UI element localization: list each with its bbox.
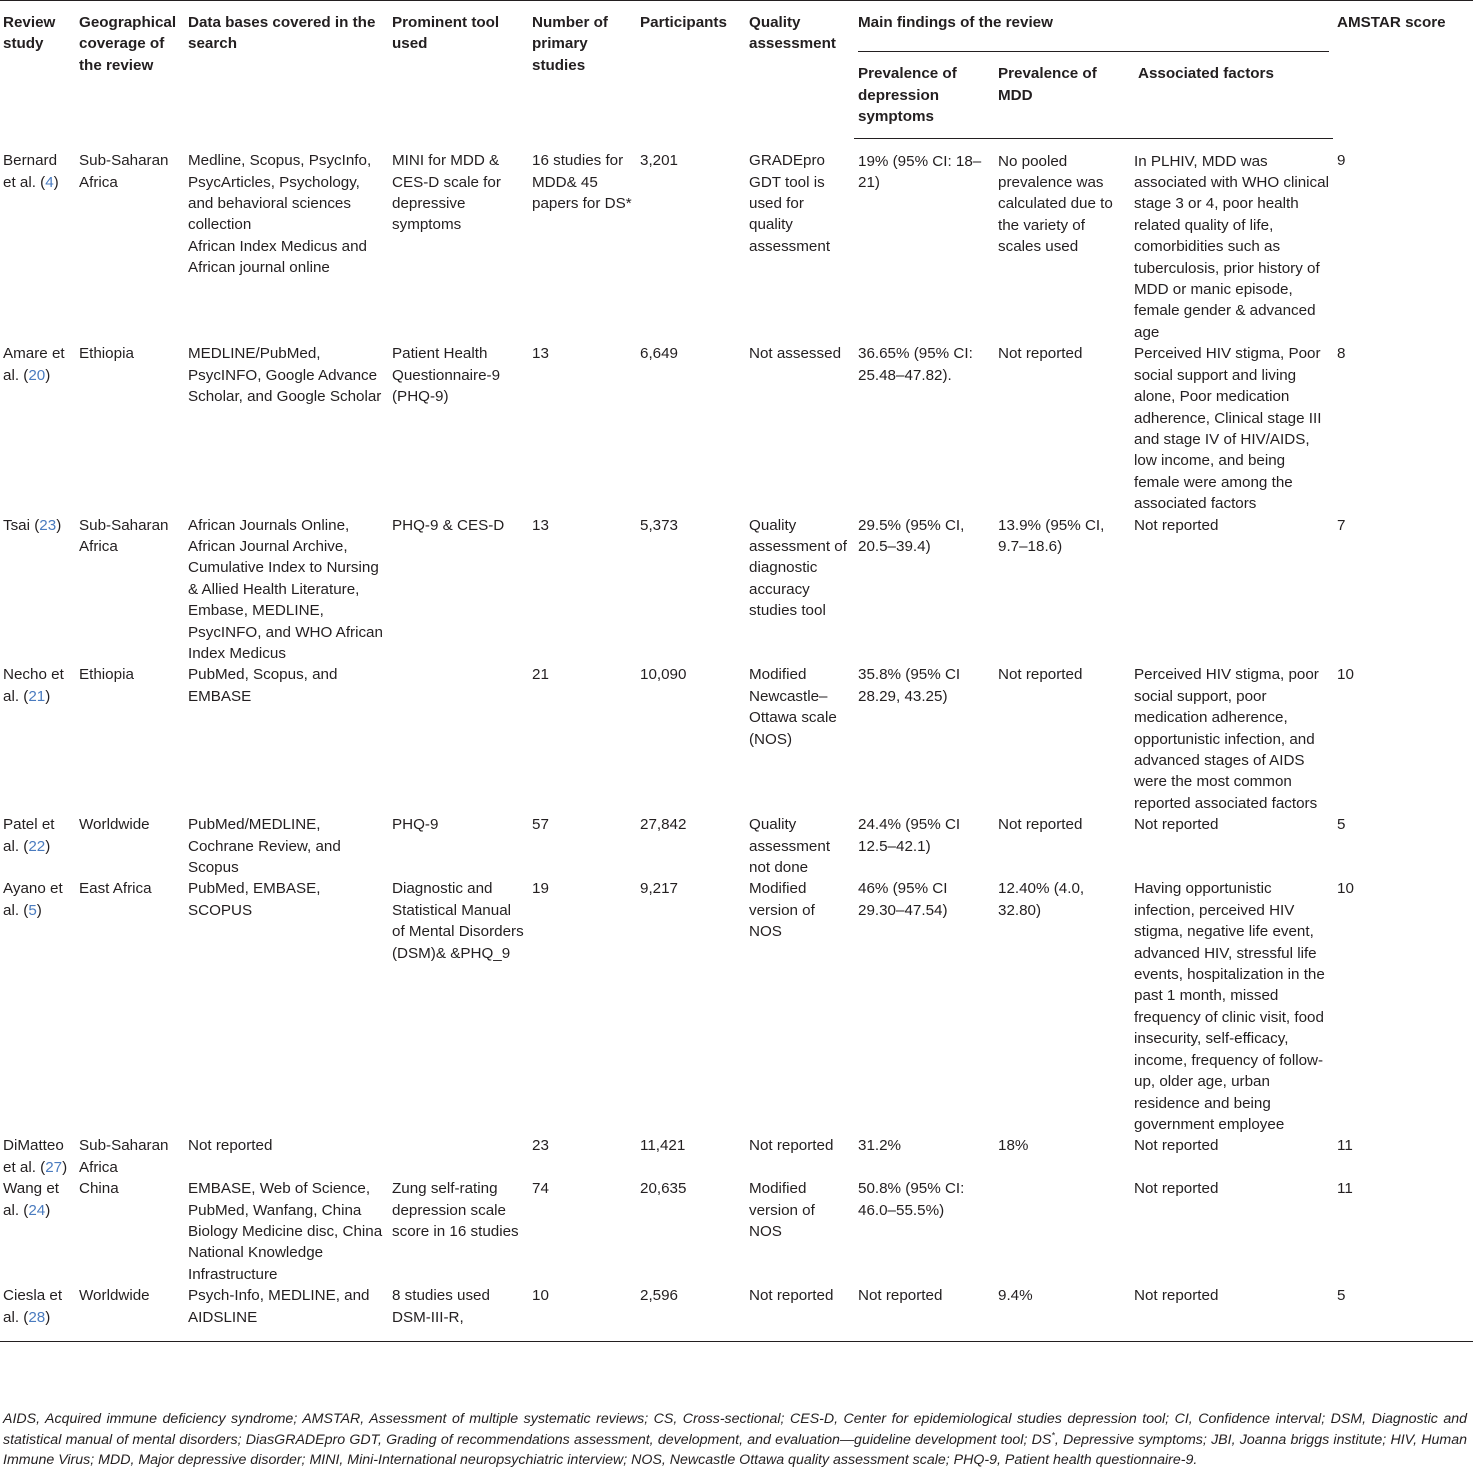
reference-link[interactable]: 22: [28, 837, 46, 855]
cell-geographical-coverage: China: [79, 1180, 119, 1198]
author-name: DiMatteo et al. (: [3, 1137, 64, 1176]
cell-number-primary-studies: 57: [532, 816, 549, 834]
cell-associated-factors: Having opportunistic infection, perceived HIV stigma, negative life event, advanced HIV, stressful life events, hospitalization in the past 1 month, missed frequency of clinic visit, food insecurity, self-efficacy, income, frequency of follow-up, older age, urban residence and being government employee: [1134, 880, 1325, 1133]
table-row: [0, 515, 1473, 665]
header-number-primary-studies: Number of primary studies: [532, 14, 608, 74]
cell-number-primary-studies: 23: [532, 1137, 549, 1155]
cell-participants: 27,842: [640, 816, 687, 834]
cell-amstar-score: 8: [1337, 345, 1346, 363]
cell-participants: 2,596: [636, 1285, 745, 1341]
cell-prominent-tool: MINI for MDD & CES-D scale for depressive symptoms: [392, 152, 501, 234]
cell-quality-assessment: Not assessed: [749, 345, 842, 363]
cell-prevalence-mdd: 12.40% (4.0, 32.80): [998, 880, 1085, 919]
cell-databases: [184, 1135, 388, 1178]
cell-databases: [184, 138, 388, 343]
cell-prominent-tool: [388, 664, 528, 814]
cell-prevalence-depression-symptoms: 19% (95% CI: 18–21): [858, 152, 982, 192]
cell-prevalence-depression-symptoms: Not reported: [854, 1285, 994, 1341]
cell-prominent-tool: Zung self-rating depression scale score in 16 studies: [392, 1180, 519, 1240]
cell-prevalence-depression-symptoms: 35.8% (95% CI 28.29, 43.25): [858, 666, 961, 705]
header-quality-assessment: Quality assessment: [749, 14, 836, 53]
cell-geographical-coverage: Worldwide: [79, 816, 150, 834]
cell-prominent-tool: Patient Health Questionnaire-9 (PHQ-9): [392, 345, 501, 406]
footnote-text-2: , Depressive symptoms; JBI, Joanna briggs institute; HIV, Human Immune Virus; MDD, Major depressive disorder; MINI, Mini-International neuropsychiatric interview; NOS, Newcastle Ottawa quality assessment scale; PHQ-9, Patient health questionnaire-9.: [3, 1431, 1467, 1468]
table-row: [0, 1135, 1473, 1178]
author-name: Necho et al. (: [3, 666, 64, 705]
cell-amstar-score: 7: [1337, 516, 1346, 534]
reference-close: ): [36, 901, 42, 919]
cell-amstar-score: 11: [1337, 1180, 1353, 1198]
cell-prominent-tool: [388, 1135, 528, 1178]
footnote-text-1: AIDS, Acquired immune deficiency syndrome; AMSTAR, Assessment of multiple systematic reviews; CS, Cross-sectional; CES-D, Center for epidemiological studies depression tool; CI, Confidence interval; DSM, Diagnostic and statistical manual of mental disorders; DiasGRADEpro GDT, Grading of recommendations assessment, development, and evaluation—guideline development tool; DS: [3, 1411, 1467, 1448]
cell-amstar-score: 11: [1337, 1137, 1353, 1155]
cell-prominent-tool: Diagnostic and Statistical Manual of Mental Disorders (DSM)& &PHQ_9: [392, 880, 524, 962]
reference-link[interactable]: 21: [28, 687, 46, 705]
cell-participants: 9,217: [640, 880, 679, 898]
header-prominent-tool: Prominent tool used: [392, 14, 500, 53]
cell-amstar-score: 10: [1337, 666, 1354, 684]
cell-associated-factors: Not reported: [1134, 816, 1219, 834]
author-name: Ayano et al. (: [3, 880, 63, 919]
cell-review-study: [0, 138, 75, 343]
cell-prominent-tool: 8 studies used DSM-III-R,: [388, 1285, 528, 1341]
author-name: Bernard et al. (: [3, 152, 58, 191]
databases-text: Not reported: [188, 1137, 273, 1155]
header-main-findings: [854, 1, 1333, 53]
cell-databases: [184, 664, 388, 814]
cell-number-primary-studies: 74: [532, 1180, 549, 1198]
databases-text: MEDLINE/PubMed, PsycINFO, Google Advance Scholar, and Google Scholar: [188, 345, 382, 406]
databases-text: PubMed, EMBASE, SCOPUS: [188, 880, 321, 919]
table-row: [0, 664, 1473, 814]
cell-databases: [184, 1285, 388, 1341]
cell-prevalence-depression-symptoms: 24.4% (95% CI 12.5–42.1): [858, 816, 961, 855]
reference-close: ): [53, 173, 59, 191]
reference-close: ): [45, 1201, 51, 1219]
cell-quality-assessment: Modified version of NOS: [749, 1180, 815, 1240]
cell-number-primary-studies: 13: [532, 345, 549, 363]
cell-quality-assessment: GRADEpro GDT tool is used for quality assessment: [749, 152, 831, 255]
cell-review-study: [0, 515, 75, 665]
cell-number-primary-studies: 10: [528, 1285, 636, 1341]
reference-link[interactable]: 20: [28, 366, 46, 384]
cell-geographical-coverage: Ethiopia: [79, 345, 134, 363]
cell-number-primary-studies: 13: [532, 516, 549, 534]
databases-text: Psych-Info, MEDLINE, and AIDSLINE: [188, 1287, 370, 1326]
cell-prominent-tool: PHQ-9: [392, 816, 439, 834]
cell-participants: 6,649: [640, 345, 679, 363]
cell-quality-assessment: Modified version of NOS: [749, 880, 815, 941]
databases-text: Medline, Scopus, PsycInfo, PsycArticles, Psychology, and behavioral sciences collection: [188, 152, 372, 234]
author-name: Tsai (: [3, 516, 40, 534]
cell-prevalence-mdd: No pooled prevalence was calculated due to the variety of scales used: [998, 152, 1113, 256]
cell-prevalence-depression-symptoms: 31.2%: [858, 1137, 902, 1155]
author-name: Amare et al. (: [3, 345, 65, 384]
header-prevalence-mdd: Prevalence of MDD: [994, 52, 1134, 138]
databases-text: PubMed/MEDLINE, Cochrane Review, and Scopus: [188, 816, 341, 877]
cell-participants: 10,090: [640, 666, 687, 684]
reference-link[interactable]: 28: [28, 1308, 46, 1326]
cell-review-study: [0, 343, 75, 514]
cell-prevalence-depression-symptoms: 36.65% (95% CI: 25.48–47.82).: [858, 345, 973, 384]
cell-quality-assessment: Quality assessment of diagnostic accuracy studies tool: [749, 516, 847, 620]
cell-prevalence-mdd: Not reported: [998, 666, 1083, 684]
cell-review-study: [0, 1285, 75, 1341]
reference-close: ): [62, 1158, 68, 1176]
header-prevalence-depression-symptoms: Prevalence of depression symptoms: [854, 52, 994, 138]
cell-geographical-coverage: Worldwide: [75, 1285, 184, 1341]
header-databases: Data bases covered in the search: [188, 14, 376, 53]
reference-link[interactable]: 23: [39, 516, 57, 534]
header-participants: Participants: [640, 14, 727, 31]
cell-amstar-score: 9: [1337, 152, 1346, 170]
cell-quality-assessment: Quality assessment not done: [749, 816, 831, 877]
cell-associated-factors: Perceived HIV stigma, Poor social support and living alone, Poor medication adherence, Clinical stage III and stage IV of HIV/AIDS, low income, and being female were among the associated factors: [1134, 345, 1322, 513]
reference-close: ): [45, 366, 51, 384]
cell-associated-factors: Not reported: [1134, 1180, 1219, 1198]
cell-geographical-coverage: Sub-Saharan Africa: [79, 516, 169, 555]
cell-prevalence-mdd: [994, 1178, 1134, 1285]
cell-participants: 20,635: [640, 1180, 687, 1198]
table-header: [0, 1, 1473, 139]
cell-review-study: [0, 878, 75, 1135]
cell-prevalence-depression-symptoms: 50.8% (95% CI: 46.0–55.5%): [858, 1180, 965, 1219]
cell-prevalence-depression-symptoms: 29.5% (95% CI, 20.5–39.4): [858, 516, 965, 555]
reference-close: ): [56, 516, 62, 534]
cell-associated-factors: Not reported: [1134, 516, 1219, 534]
reference-link[interactable]: 27: [45, 1158, 63, 1176]
cell-participants: 11,421: [640, 1137, 686, 1155]
databases-text: PubMed, Scopus, and EMBASE: [188, 666, 338, 705]
cell-prevalence-mdd: Not reported: [998, 345, 1083, 363]
header-geographical-coverage: Geographical coverage of the review: [79, 14, 177, 74]
cell-prevalence-mdd: 9.4%: [994, 1285, 1134, 1341]
cell-quality-assessment: Not reported: [749, 1137, 834, 1155]
cell-associated-factors: Not reported: [1134, 1285, 1333, 1341]
cell-quality-assessment: Not reported: [745, 1285, 854, 1341]
cell-prominent-tool: PHQ-9 & CES-D: [392, 516, 505, 534]
databases-text-extra: African Index Medicus and African journal online: [188, 237, 367, 277]
databases-text: African Journals Online, African Journal Archive, Cumulative Index to Nursing & Allied Health Literature, Embase, MEDLINE, PsycINFO, and WHO African Index Medicus: [188, 516, 383, 662]
cell-databases: [184, 878, 388, 1135]
header-associated-factors: Associated factors: [1134, 52, 1333, 138]
table-row: [0, 1285, 1473, 1341]
cell-amstar-score: 10: [1337, 880, 1354, 898]
cell-databases: [184, 515, 388, 665]
reference-link[interactable]: 24: [28, 1201, 46, 1219]
cell-prevalence-mdd: 13.9% (95% CI, 9.7–18.6): [998, 516, 1105, 555]
cell-participants: 5,373: [640, 516, 679, 534]
table-row: [0, 138, 1473, 343]
cell-amstar-score: 5: [1337, 816, 1346, 834]
header-amstar-score: AMSTAR score: [1337, 14, 1446, 31]
author-name: Ciesla et al. (: [3, 1287, 63, 1326]
cell-geographical-coverage: East Africa: [79, 880, 152, 898]
cell-review-study: [0, 814, 75, 878]
databases-text: EMBASE, Web of Science, PubMed, Wanfang, China Biology Medicine disc, China National Knowledge Infrastructure: [188, 1180, 383, 1283]
table-row: [0, 343, 1473, 514]
author-name: Wang et al. (: [3, 1180, 59, 1219]
cell-prevalence-mdd: 18%: [998, 1137, 1029, 1155]
cell-review-study: [0, 664, 75, 814]
cell-geographical-coverage: Ethiopia: [79, 666, 134, 684]
cell-prevalence-mdd: Not reported: [998, 816, 1083, 834]
cell-number-primary-studies: 19: [532, 880, 549, 898]
table-body: [0, 138, 1473, 1341]
cell-databases: [184, 1178, 388, 1285]
cell-associated-factors: In PLHIV, MDD was associated with WHO clinical stage 3 or 4, poor health related quality of life, comorbidities such as tuberculosis, prior history of MDD or manic episode, female gender & advanced age: [1134, 152, 1329, 341]
table-row: [0, 1178, 1473, 1285]
header-main-findings-label: Main findings of the review: [858, 12, 1329, 52]
cell-geographical-coverage: Sub-Saharan Africa: [79, 152, 169, 191]
cell-prevalence-depression-symptoms: 46% (95% CI 29.30–47.54): [858, 880, 948, 919]
cell-number-primary-studies: 16 studies for MDD& 45 papers for DS*: [532, 152, 632, 212]
reference-link[interactable]: 5: [28, 901, 37, 919]
reference-close: ): [45, 837, 51, 855]
reference-link[interactable]: 4: [45, 173, 54, 191]
cell-review-study: [0, 1135, 75, 1178]
cell-quality-assessment: Modified Newcastle–Ottawa scale (NOS): [749, 666, 837, 748]
table-footnote: [3, 1409, 1467, 1471]
footnote-superscript: *: [1051, 1429, 1055, 1440]
header-review-study: Review study: [3, 14, 56, 53]
cell-associated-factors: Not reported: [1134, 1137, 1219, 1155]
cell-databases: [184, 343, 388, 514]
cell-geographical-coverage: Sub-Saharan Africa: [79, 1137, 169, 1176]
author-name: Patel et al. (: [3, 816, 55, 855]
table-row: [0, 814, 1473, 878]
reference-close: ): [45, 687, 51, 705]
cell-review-study: [0, 1178, 75, 1285]
cell-associated-factors: Perceived HIV stigma, poor social support, poor medication adherence, opportunistic infection, and advanced stages of AIDS were the most common reported associated factors: [1134, 666, 1319, 812]
cell-databases: [184, 814, 388, 878]
cell-amstar-score: 5: [1333, 1285, 1473, 1341]
cell-number-primary-studies: 21: [532, 666, 549, 684]
cell-participants: 3,201: [640, 152, 679, 170]
table-row: [0, 878, 1473, 1135]
reference-close: ): [45, 1308, 51, 1326]
